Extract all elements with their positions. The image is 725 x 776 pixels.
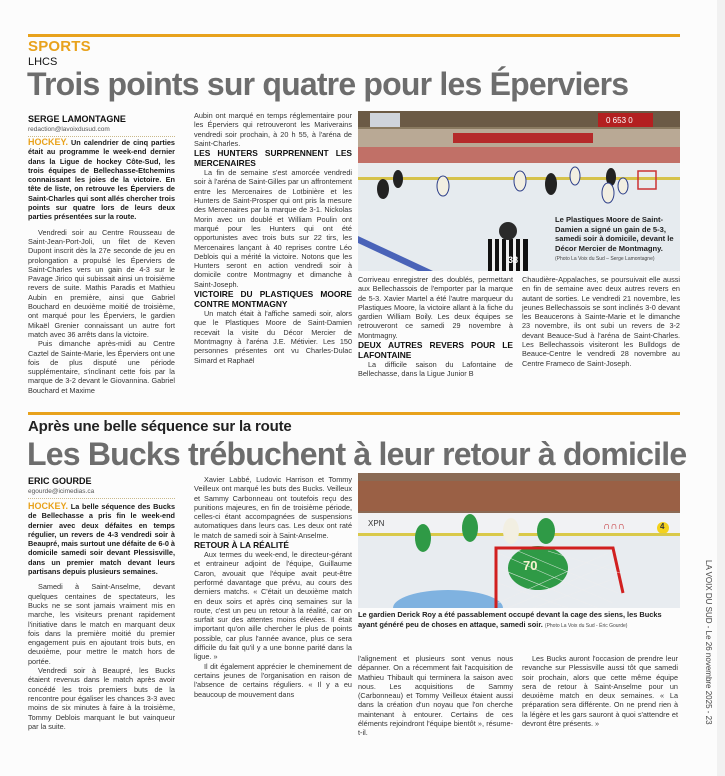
article1-column-1 <box>28 138 175 395</box>
subhead: DEUX AUTRES REVERS POUR LE LAFONTAINE <box>358 340 513 361</box>
article-kicker: LHCS <box>28 56 58 68</box>
article-lead <box>28 502 175 576</box>
photo-caption <box>358 610 678 631</box>
paragraph: Corriveau enregistrer des doublés, permettant aux Bellechassois de l'emporter par la marque de 5-3. Xavier Martel a été l'autre marqueur du Plastiques Moore, la victoire allant à la fiche du gardien William Boily. Les deux équipes se retrouveront ce samedi 29 novembre à Montmagny. <box>358 275 513 340</box>
article-lead <box>28 138 175 222</box>
paragraph: Aubin ont marqué en temps réglementaire pour les Éperviers qui retrouveront les Mariverains vendredi soir prochain, à 20 h 55, à l'aréna de Saint-Charles. <box>194 111 352 148</box>
section-label: SPORTS <box>28 38 91 55</box>
referee-number: 38 <box>508 255 519 265</box>
paragraph: Vendredi soir au Centre Rousseau de Saint-Jean-Port-Joli, un filet de Keven Dupont inscrit dès la 27e seconde de jeu en prolongation a propulsé les Éperviers de Saint-Charles vers un gain de 4-3 sur le Pavage Jirico qui subissait ainsi un troisième revers de suite. Mathis Paradis et Mathieu Aubin en première, ainsi que Gabriel Bouchard en deuxième moitié de troisième, ont marqué pour les Éperviers, le gardien Mikaël Grenier connaissant un autre fort match avec 36 arrêts dans la victoire. <box>28 227 175 339</box>
subhead: LES HUNTERS SURPRENNENT LES MERCENAIRES <box>194 148 352 169</box>
hockey-photo-1 <box>358 111 680 271</box>
author-email: redaction@lavoixdusud.com <box>28 126 110 133</box>
article1-column-2 <box>194 111 352 365</box>
svg-text:XPN: XPN <box>368 519 385 528</box>
page-edge-shadow <box>717 0 725 776</box>
photo-credit: (Photo La Voix du Sud – Serge Lamontagne) <box>555 256 655 263</box>
article2-column-2 <box>194 475 352 699</box>
paragraph: La fin de semaine s'est amorcée vendredi soir à l'aréna de Saint-Gilles par un affrontement entre les Mercenaires de Lotbinière et les Hunters de Saint-Prosper qui ont pris la mesure des Mercenaires par la marque de 3-1. Nickolas Morin avec un doublé et William Poulin ont marqué pour les Hunters qui ont été opportunistes avec trois buts sur 22 tirs, les Mercenaires lançant à 40 reprises contre Léo Deblois qui a mérité la victoire. Notons que les Hunters seront en action vendredi soir à domicile contre Montmagny et dimanche à Saint-Joseph. <box>194 168 352 289</box>
paragraph: Il dit également apprécier le cheminement de certains jeunes de l'organisation en raison de l'absence de certains réguliers. « Il y a eu beaucoup de mouvement dans <box>194 661 352 699</box>
board-number: 4 <box>660 522 665 531</box>
paragraph: Aux termes du week-end, le directeur-gérant et entraineur adjoint de l'équipe, Guillaume Caron, avouait que l'équipe avait peut-être performé davantage que prévu, au cours des derniers matchs. « C'était un deuxième match en deux soirs et après cinq semaines sur la route, c'est un peu un retour à la réalité, car on surfait sur des attentes moins élevées. Il était important qu'on aille chercher le plus de points possible, car plus l'année avance, plus ce sera difficile du fait qu'il y a une bonne parité dans la ligue. » <box>194 550 352 662</box>
section-rule <box>28 34 680 37</box>
goalie-number: 70 <box>523 558 538 573</box>
article2-column-3 <box>358 654 513 738</box>
lead-text: Un calendrier de cinq parties était au programme le week-end dernier dans la Ligue de hockey Côte-Sud, les trois équipes de Bellechasse-Etchemins connaissant les joies de la victoire. En tête de liste, on retrouve les Éperviers de Saint-Charles qui sont allés chercher trois points sur quatre lors de leurs deux parties présentées sur la route. <box>28 138 175 222</box>
byline-divider <box>28 498 175 499</box>
caption-text: Le Plastiques Moore de Saint-Damien a signé un gain de 5-3, samedi soir à domicile, devant le Décor Mercier de Montmagny. <box>555 215 674 253</box>
lead-tag: HOCKEY. <box>28 137 69 147</box>
paragraph: Xavier Labbé, Ludovic Harrison et Tommy Veilleux ont marqué les buts des Bucks. Veilleux et Sammy Carbonneau ont toutefois reçu des punitions majeures, en fin de troisième période, celles-ci étant accompagnées de suspensions automatiques dans leurs cas. Les deux ont raté le match de samedi soir à Saint-Anselme. <box>194 475 352 540</box>
author-email: egourde@icimedias.ca <box>28 488 95 495</box>
paragraph: Chaudière-Appalaches, se poursuivait elle aussi en fin de semaine avec deux autres revers en autant de sorties. Le vendredi 21 novembre, les jeunes Bellechassois se sont inclinés 3-0 devant les Beaucerons à Sainte-Marie et le dimanche 23 novembre, ils ont subi un revers de 3-2 devant Beauce-Sud à l'aréna de Saint-Charles. Les Bellechassois visiteront les Bulldogs de Beauce-Centre le vendredi 28 novembre au Centre Frameco de Saint-Joseph. <box>522 275 680 368</box>
lead-text: La belle séquence des Bucks de Bellechasse a pris fin le week-end dernier avec deux défaites en temps régulier, un revers de 4-3 vendredi soir à Beaupré, mais surtout une défaite de 6-0 à domicile samedi soir devant Plessisville, dans un premier match devant leurs partisans depuis plusieurs semaines. <box>28 502 176 577</box>
rink-photo-illustration <box>358 473 680 608</box>
lead-tag: HOCKEY. <box>28 501 69 511</box>
article2-headline: Les Bucks trébuchent à leur retour à domicile <box>27 436 687 472</box>
svg-text:0 653 0: 0 653 0 <box>606 116 633 125</box>
article2-column-1 <box>28 502 175 731</box>
article2-column-4 <box>522 654 678 728</box>
article1-column-3 <box>358 275 513 379</box>
caption-text: Le gardien Derick Roy a été passablement occupé devant la cage des siens, les Bucks ayant généré peu de choses en attaque, samedi soir. <box>358 610 662 629</box>
paragraph: l'alignement et plusieurs sont venus nous dépanner. On a récemment fait l'acquisition de Mathieu Thibault qui terminera la saison avec nous. Les acquisitions de Sammy (Carbonneau) et Tommy Veilleux étaient aussi dans la création d'un noyau que l'on cherche maintenant à entourer. Certains de ces éléments rejoindront l'équipe bientôt », résume-t-il. <box>358 654 513 738</box>
article1-column-4 <box>522 275 680 368</box>
photo-credit: (Photo La Voix du Sud - Éric Gourde) <box>544 623 628 629</box>
paragraph: La difficile saison du Lafontaine de Bellechasse, dans la Ligue Junior B <box>358 360 513 379</box>
paragraph: Les Bucks auront l'occasion de prendre leur revanche sur Plessisville aussi tôt que samedi soir prochain, alors que cette même équipe sera de retour à Saint-Anselme pour un deuxième match en deux semaines. « La préparation sera différente. On ne prend rien à la légère et les gars sauront à quoi s'attendre et devront être présents. » <box>522 654 678 729</box>
hockey-photo-2 <box>358 473 680 608</box>
subhead: RETOUR À LA RÉALITÉ <box>194 540 289 551</box>
article-divider <box>28 412 680 415</box>
paragraph: Un match était à l'affiche samedi soir, alors que le Plastiques Moore de Saint-Damien recevait la visite du Décor Mercier de Montmagny à l'aréna J.E. Métivier. Les 150 personnes présentes ont vu Charles-Dulac Simard et Raphaël <box>194 309 352 365</box>
page-folio: LA VOIX DU SUD - Le 26 novembre 2025 - 23 <box>704 560 713 725</box>
article-headline: Trois points sur quatre pour les Éperviers <box>27 66 629 102</box>
article2-kicker: Après une belle séquence sur la route <box>28 418 292 435</box>
subhead: VICTOIRE DU PLASTIQUES MOORE CONTRE MONTMAGNY <box>194 289 352 310</box>
photo-caption <box>555 215 677 265</box>
paragraph: Vendredi soir à Beaupré, les Bucks étaient revenus dans le match après avoir concédé les trois premiers buts de la rencontre pour égaliser les chances 3-3 avec moins de six minutes à faire à la troisième, Tommy Deblois marquant le but vainqueur par la suite. <box>28 666 175 731</box>
paragraph: Samedi à Saint-Anselme, devant quelques centaines de spectateurs, les Bucks ne se sont jamais vraiment mis en marche, les visiteurs prenant rapidement l'initiative dans le match en marquant deux fois dans la première moitié du premier engagement puis en ajoutant trois buts, en deuxième, pour mettre le match hors de portée. <box>28 582 175 666</box>
author-byline: ERIC GOURDE <box>28 476 92 486</box>
paragraph: Puis dimanche après-midi au Centre Caztel de Sainte-Marie, les Éperviers ont une fois de plus disputé une période supplémentaire, s'inclinant cette fois par la marque de 3-2 devant le Giovannina. Gabriel Bouchard et Maxime <box>28 339 175 395</box>
svg-text:∩∩∩: ∩∩∩ <box>603 521 625 532</box>
author-byline: SERGE LAMONTAGNE <box>28 114 126 124</box>
